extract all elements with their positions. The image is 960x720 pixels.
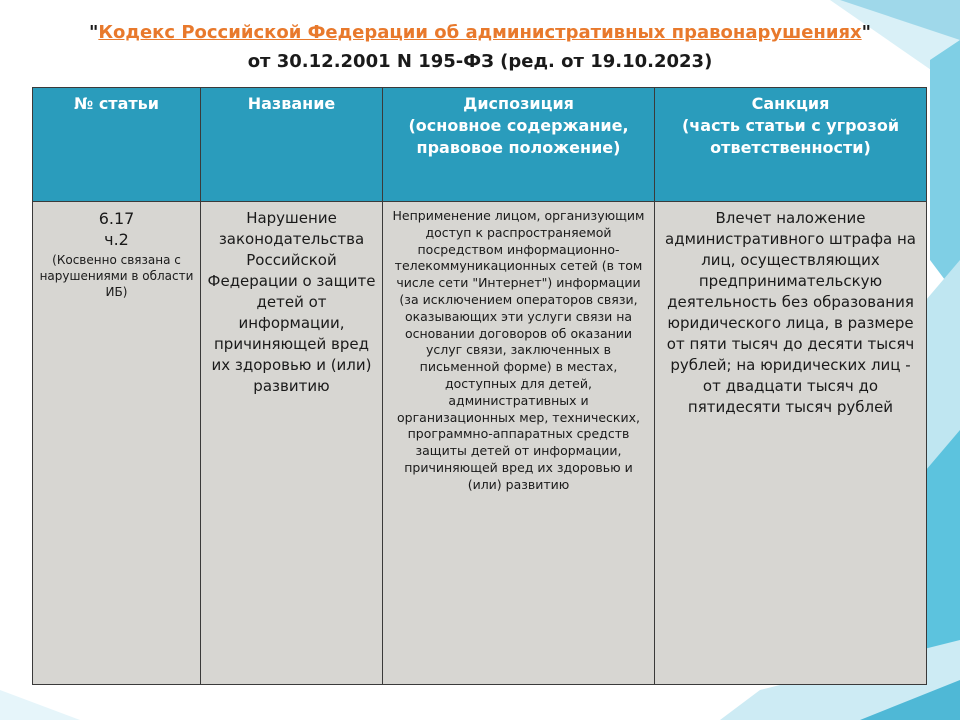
title-subtitle: от 30.12.2001 N 195-ФЗ (ред. от 19.10.2023)	[247, 51, 713, 72]
article-disposition: Неприменение лицом, организующим доступ к распространяемой посредством информационно-телекоммуникационных сетей (в том числе сети "Интернет") информации (за исключением операторов связи, оказывающих эти услуги связи на основании договоров об оказании услуг связи, заключенных в письменной форме) в местах, доступных для детей, административных и организационных мер, технических, программно-аппаратных средств защиты детей от информации, причиняющей вред их здоровью и (или) развитию	[392, 208, 645, 492]
article-sanction: Влечет наложение административного штрафа на лиц, осуществляющих предпринимательскую деятельность без образования юридического лица, в размере от пяти тысяч до десяти тысяч рублей; на юридических лиц - от двадцати тысяч до пятидесяти тысяч рублей	[665, 209, 916, 416]
article-name: Нарушение законодательства Российской Федерации о защите детей от информации, причиняющей вред их здоровью и (или) развитию	[207, 209, 376, 395]
article-part: ч.2	[104, 230, 129, 249]
slide-title	[0, 20, 960, 75]
article-number: 6.17	[98, 209, 135, 228]
title-quote-close: "	[861, 22, 872, 43]
table-row	[33, 202, 927, 685]
header-disposition	[383, 88, 655, 202]
cell-article-number	[33, 202, 201, 685]
header-label: Диспозиция (основное содержание, правовое положение)	[408, 94, 629, 157]
title-quote-open: "	[88, 22, 99, 43]
header-sanction	[655, 88, 927, 202]
decor-shape-light	[0, 690, 80, 720]
decor-shape-blue	[930, 40, 960, 300]
header-label: Название	[247, 94, 336, 113]
law-table	[32, 87, 927, 685]
header-label: Санкция (часть статьи с угрозой ответственности)	[681, 94, 900, 157]
title-line-1	[0, 20, 960, 46]
header-label: № статьи	[74, 94, 159, 113]
article-note: (Косвенно связана с нарушениями в области ИБ)	[39, 253, 194, 299]
law-name-link[interactable]: Кодекс Российской Федерации об административных правонарушениях	[98, 22, 862, 43]
cell-sanction	[655, 202, 927, 685]
table-header-row	[33, 88, 927, 202]
header-name	[201, 88, 383, 202]
header-article-number	[33, 88, 201, 202]
cell-disposition	[383, 202, 655, 685]
cell-name	[201, 202, 383, 685]
